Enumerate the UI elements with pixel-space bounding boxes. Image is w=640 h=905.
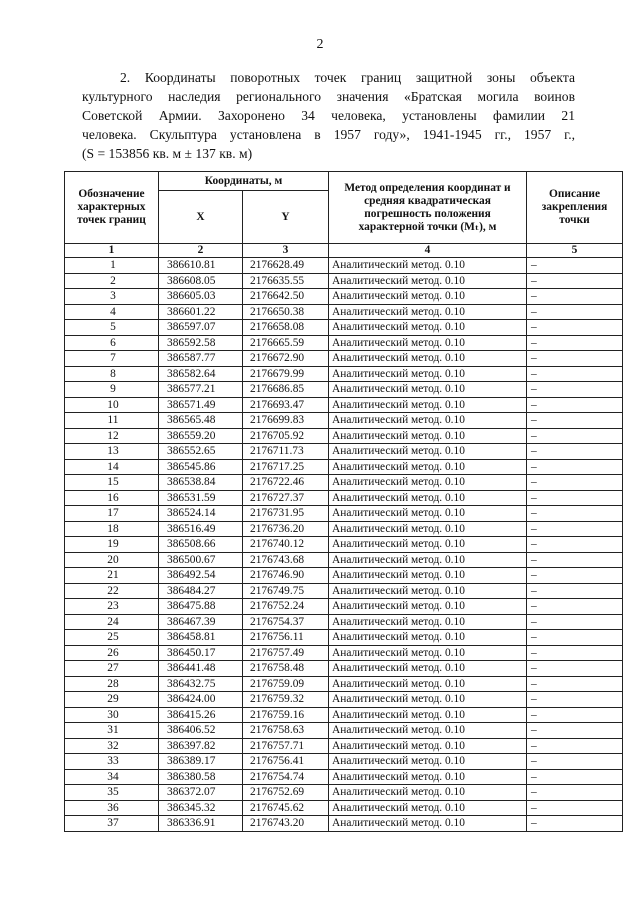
table-row	[65, 723, 623, 739]
cell-point: 23	[65, 599, 159, 615]
intro-line: человека. Скульптура установлена в 1957 году», 1941-1945 гг., 1957 г.,	[82, 127, 575, 142]
cell-description: –	[527, 382, 623, 398]
table-row	[65, 599, 623, 615]
table-row	[65, 366, 623, 382]
cell-point: 8	[65, 366, 159, 382]
cell-point: 21	[65, 568, 159, 584]
header-method: Метод определения координат и средняя квадратическая погрешность положения характерной точки (Mₜ), м	[329, 172, 527, 244]
cell-y: 2176665.59	[243, 335, 329, 351]
cell-method: Аналитический метод. 0.10	[329, 568, 527, 584]
cell-y: 2176743.68	[243, 552, 329, 568]
cell-x: 386605.03	[159, 289, 243, 305]
cell-description: –	[527, 630, 623, 646]
cell-point: 29	[65, 692, 159, 708]
coordinates-table	[64, 171, 623, 832]
cell-point: 33	[65, 754, 159, 770]
cell-x: 386545.86	[159, 459, 243, 475]
cell-y: 2176754.37	[243, 614, 329, 630]
cell-x: 386484.27	[159, 583, 243, 599]
intro-line: Советской Армии. Захоронено 34 человека, установлены фамилии 21	[82, 108, 575, 123]
cell-description: –	[527, 397, 623, 413]
cell-x: 386577.21	[159, 382, 243, 398]
column-number: 1	[65, 244, 159, 258]
cell-y: 2176635.55	[243, 273, 329, 289]
cell-point: 31	[65, 723, 159, 739]
cell-method: Аналитический метод. 0.10	[329, 413, 527, 429]
cell-point: 14	[65, 459, 159, 475]
cell-y: 2176756.11	[243, 630, 329, 646]
table-row	[65, 537, 623, 553]
cell-y: 2176672.90	[243, 351, 329, 367]
cell-point: 34	[65, 769, 159, 785]
table-row	[65, 444, 623, 460]
cell-point: 27	[65, 661, 159, 677]
table-row	[65, 785, 623, 801]
cell-y: 2176679.99	[243, 366, 329, 382]
cell-point: 5	[65, 320, 159, 336]
cell-method: Аналитический метод. 0.10	[329, 490, 527, 506]
cell-description: –	[527, 335, 623, 351]
cell-x: 386601.22	[159, 304, 243, 320]
cell-y: 2176749.75	[243, 583, 329, 599]
cell-description: –	[527, 707, 623, 723]
column-number: 2	[159, 244, 243, 258]
cell-method: Аналитический метод. 0.10	[329, 816, 527, 832]
table-row	[65, 583, 623, 599]
cell-x: 386372.07	[159, 785, 243, 801]
cell-x: 386450.17	[159, 645, 243, 661]
cell-point: 4	[65, 304, 159, 320]
table-row	[65, 459, 623, 475]
cell-point: 15	[65, 475, 159, 491]
cell-description: –	[527, 723, 623, 739]
cell-y: 2176743.20	[243, 816, 329, 832]
cell-method: Аналитический метод. 0.10	[329, 645, 527, 661]
cell-method: Аналитический метод. 0.10	[329, 614, 527, 630]
table-row	[65, 320, 623, 336]
table-row	[65, 769, 623, 785]
cell-description: –	[527, 304, 623, 320]
table-row	[65, 816, 623, 832]
cell-description: –	[527, 475, 623, 491]
cell-y: 2176758.63	[243, 723, 329, 739]
cell-description: –	[527, 444, 623, 460]
cell-description: –	[527, 800, 623, 816]
cell-y: 2176745.62	[243, 800, 329, 816]
cell-description: –	[527, 258, 623, 274]
table-row	[65, 413, 623, 429]
cell-description: –	[527, 785, 623, 801]
cell-description: –	[527, 289, 623, 305]
cell-point: 37	[65, 816, 159, 832]
cell-point: 19	[65, 537, 159, 553]
table-row	[65, 273, 623, 289]
cell-method: Аналитический метод. 0.10	[329, 506, 527, 522]
table-row	[65, 645, 623, 661]
cell-x: 386432.75	[159, 676, 243, 692]
cell-point: 32	[65, 738, 159, 754]
cell-description: –	[527, 506, 623, 522]
cell-y: 2176727.37	[243, 490, 329, 506]
cell-method: Аналитический метод. 0.10	[329, 428, 527, 444]
table-row	[65, 397, 623, 413]
cell-point: 35	[65, 785, 159, 801]
table-row	[65, 676, 623, 692]
cell-y: 2176759.32	[243, 692, 329, 708]
table-row	[65, 614, 623, 630]
cell-description: –	[527, 413, 623, 429]
cell-description: –	[527, 568, 623, 584]
cell-y: 2176752.69	[243, 785, 329, 801]
cell-method: Аналитический метод. 0.10	[329, 397, 527, 413]
cell-point: 7	[65, 351, 159, 367]
cell-x: 386389.17	[159, 754, 243, 770]
cell-x: 386492.54	[159, 568, 243, 584]
column-number: 3	[243, 244, 329, 258]
cell-y: 2176752.24	[243, 599, 329, 615]
cell-description: –	[527, 661, 623, 677]
table-row	[65, 692, 623, 708]
intro-paragraph	[82, 68, 575, 163]
cell-description: –	[527, 599, 623, 615]
intro-line: (S = 153856 кв. м ± 137 кв. м)	[82, 146, 253, 161]
cell-point: 10	[65, 397, 159, 413]
cell-method: Аналитический метод. 0.10	[329, 382, 527, 398]
cell-method: Аналитический метод. 0.10	[329, 521, 527, 537]
cell-description: –	[527, 676, 623, 692]
header-y: Y	[243, 191, 329, 244]
cell-point: 36	[65, 800, 159, 816]
cell-point: 13	[65, 444, 159, 460]
cell-description: –	[527, 645, 623, 661]
cell-method: Аналитический метод. 0.10	[329, 661, 527, 677]
cell-y: 2176650.38	[243, 304, 329, 320]
table-row	[65, 475, 623, 491]
cell-x: 386571.49	[159, 397, 243, 413]
cell-x: 386608.05	[159, 273, 243, 289]
cell-x: 386380.58	[159, 769, 243, 785]
cell-description: –	[527, 754, 623, 770]
cell-y: 2176754.74	[243, 769, 329, 785]
column-number-row	[65, 244, 623, 258]
cell-method: Аналитический метод. 0.10	[329, 676, 527, 692]
cell-point: 26	[65, 645, 159, 661]
cell-y: 2176736.20	[243, 521, 329, 537]
cell-method: Аналитический метод. 0.10	[329, 630, 527, 646]
cell-y: 2176759.16	[243, 707, 329, 723]
cell-point: 22	[65, 583, 159, 599]
cell-y: 2176759.09	[243, 676, 329, 692]
cell-method: Аналитический метод. 0.10	[329, 537, 527, 553]
table-row	[65, 428, 623, 444]
cell-y: 2176693.47	[243, 397, 329, 413]
cell-description: –	[527, 537, 623, 553]
cell-point: 16	[65, 490, 159, 506]
cell-method: Аналитический метод. 0.10	[329, 459, 527, 475]
cell-method: Аналитический метод. 0.10	[329, 273, 527, 289]
table-row	[65, 304, 623, 320]
cell-point: 25	[65, 630, 159, 646]
column-number: 5	[527, 244, 623, 258]
cell-x: 386524.14	[159, 506, 243, 522]
cell-description: –	[527, 583, 623, 599]
cell-y: 2176757.49	[243, 645, 329, 661]
table-row	[65, 382, 623, 398]
table-row	[65, 552, 623, 568]
cell-description: –	[527, 769, 623, 785]
cell-point: 20	[65, 552, 159, 568]
cell-method: Аналитический метод. 0.10	[329, 754, 527, 770]
cell-x: 386458.81	[159, 630, 243, 646]
cell-method: Аналитический метод. 0.10	[329, 707, 527, 723]
header-designation: Обозначение характерных точек границ	[65, 172, 159, 244]
cell-y: 2176740.12	[243, 537, 329, 553]
table-row	[65, 335, 623, 351]
cell-y: 2176686.85	[243, 382, 329, 398]
cell-x: 386565.48	[159, 413, 243, 429]
cell-point: 6	[65, 335, 159, 351]
table-row	[65, 800, 623, 816]
cell-x: 386406.52	[159, 723, 243, 739]
cell-y: 2176628.49	[243, 258, 329, 274]
cell-point: 2	[65, 273, 159, 289]
cell-method: Аналитический метод. 0.10	[329, 320, 527, 336]
cell-x: 386552.65	[159, 444, 243, 460]
table-row	[65, 258, 623, 274]
cell-y: 2176722.46	[243, 475, 329, 491]
cell-method: Аналитический метод. 0.10	[329, 599, 527, 615]
cell-x: 386559.20	[159, 428, 243, 444]
cell-x: 386467.39	[159, 614, 243, 630]
cell-y: 2176642.50	[243, 289, 329, 305]
table-row	[65, 630, 623, 646]
cell-point: 9	[65, 382, 159, 398]
cell-method: Аналитический метод. 0.10	[329, 692, 527, 708]
cell-y: 2176756.41	[243, 754, 329, 770]
header-description: Описание закрепления точки	[527, 172, 623, 244]
cell-method: Аналитический метод. 0.10	[329, 475, 527, 491]
cell-x: 386538.84	[159, 475, 243, 491]
cell-y: 2176717.25	[243, 459, 329, 475]
cell-y: 2176711.73	[243, 444, 329, 460]
cell-x: 386587.77	[159, 351, 243, 367]
cell-x: 386397.82	[159, 738, 243, 754]
table-row	[65, 661, 623, 677]
cell-method: Аналитический метод. 0.10	[329, 258, 527, 274]
table-row	[65, 506, 623, 522]
cell-description: –	[527, 738, 623, 754]
cell-method: Аналитический метод. 0.10	[329, 304, 527, 320]
cell-point: 3	[65, 289, 159, 305]
cell-description: –	[527, 366, 623, 382]
cell-method: Аналитический метод. 0.10	[329, 366, 527, 382]
cell-method: Аналитический метод. 0.10	[329, 351, 527, 367]
cell-point: 12	[65, 428, 159, 444]
cell-description: –	[527, 428, 623, 444]
cell-point: 17	[65, 506, 159, 522]
cell-description: –	[527, 614, 623, 630]
table-row	[65, 521, 623, 537]
cell-method: Аналитический метод. 0.10	[329, 785, 527, 801]
cell-point: 1	[65, 258, 159, 274]
cell-x: 386415.26	[159, 707, 243, 723]
cell-x: 386500.67	[159, 552, 243, 568]
cell-description: –	[527, 816, 623, 832]
cell-description: –	[527, 459, 623, 475]
cell-method: Аналитический метод. 0.10	[329, 552, 527, 568]
cell-x: 386516.49	[159, 521, 243, 537]
cell-description: –	[527, 552, 623, 568]
cell-description: –	[527, 692, 623, 708]
cell-x: 386610.81	[159, 258, 243, 274]
cell-method: Аналитический метод. 0.10	[329, 583, 527, 599]
table-row	[65, 754, 623, 770]
cell-x: 386592.58	[159, 335, 243, 351]
page-number: 2	[316, 37, 324, 52]
cell-y: 2176758.48	[243, 661, 329, 677]
header-coordinates: Координаты, м	[159, 172, 329, 191]
cell-method: Аналитический метод. 0.10	[329, 335, 527, 351]
cell-description: –	[527, 273, 623, 289]
cell-y: 2176731.95	[243, 506, 329, 522]
intro-line: 2. Координаты поворотных точек границ защитной зоны объекта	[120, 70, 575, 85]
cell-method: Аналитический метод. 0.10	[329, 444, 527, 460]
cell-y: 2176757.71	[243, 738, 329, 754]
cell-y: 2176705.92	[243, 428, 329, 444]
cell-point: 24	[65, 614, 159, 630]
table-row	[65, 707, 623, 723]
table-row	[65, 568, 623, 584]
table-body	[65, 244, 623, 832]
cell-point: 30	[65, 707, 159, 723]
intro-line: культурного наследия регионального значения «Братская могила воинов	[82, 89, 575, 104]
header-x: X	[159, 191, 243, 244]
cell-x: 386475.88	[159, 599, 243, 615]
cell-x: 386441.48	[159, 661, 243, 677]
cell-description: –	[527, 320, 623, 336]
cell-y: 2176658.08	[243, 320, 329, 336]
cell-x: 386336.91	[159, 816, 243, 832]
cell-method: Аналитический метод. 0.10	[329, 738, 527, 754]
cell-point: 18	[65, 521, 159, 537]
cell-method: Аналитический метод. 0.10	[329, 723, 527, 739]
cell-x: 386597.07	[159, 320, 243, 336]
cell-x: 386424.00	[159, 692, 243, 708]
cell-point: 28	[65, 676, 159, 692]
table-row	[65, 289, 623, 305]
cell-y: 2176699.83	[243, 413, 329, 429]
cell-x: 386345.32	[159, 800, 243, 816]
column-number: 4	[329, 244, 527, 258]
cell-method: Аналитический метод. 0.10	[329, 289, 527, 305]
cell-x: 386531.59	[159, 490, 243, 506]
cell-description: –	[527, 490, 623, 506]
cell-point: 11	[65, 413, 159, 429]
cell-x: 386582.64	[159, 366, 243, 382]
cell-method: Аналитический метод. 0.10	[329, 800, 527, 816]
cell-method: Аналитический метод. 0.10	[329, 769, 527, 785]
cell-y: 2176746.90	[243, 568, 329, 584]
cell-description: –	[527, 351, 623, 367]
table-row	[65, 490, 623, 506]
table-row	[65, 351, 623, 367]
cell-description: –	[527, 521, 623, 537]
cell-x: 386508.66	[159, 537, 243, 553]
table-row	[65, 738, 623, 754]
